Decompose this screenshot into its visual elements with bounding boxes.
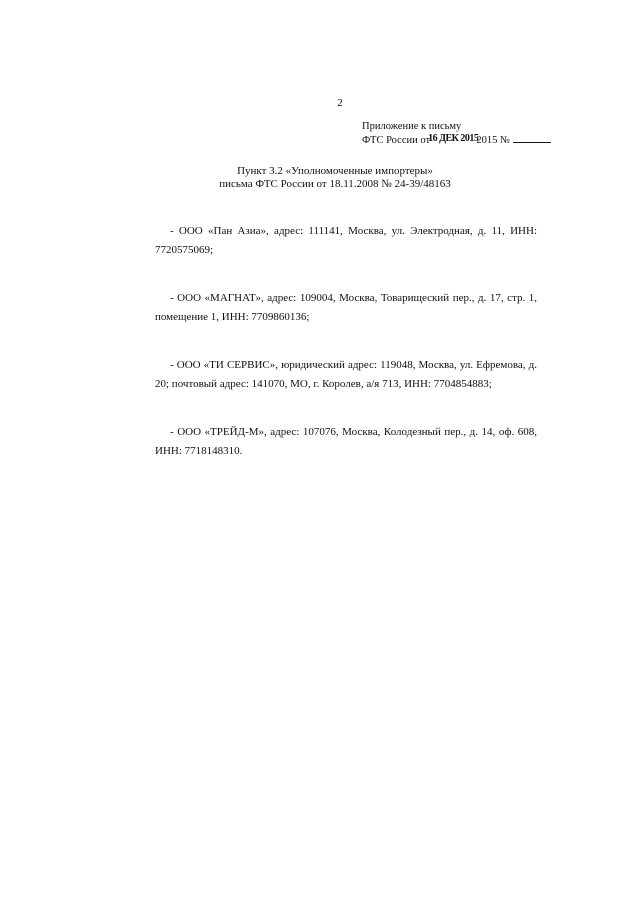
heading-line-1: Пункт 3.2 «Уполномоченные импортеры» [237, 165, 433, 177]
heading-line-2: письма ФТС России от 18.11.2008 № 24-39/48163 [219, 178, 451, 190]
importer-entry-2: - ООО «МАГНАТ», адрес: 109004, Москва, Товарищеский пер., д. 17, стр. 1, помещение 1, ИНН: 7709860136; [155, 292, 537, 323]
annex-title: Приложение к письму [362, 121, 462, 132]
annex-reference [362, 133, 562, 147]
annex-prefix: ФТС России от [362, 135, 431, 146]
section-heading [170, 165, 500, 191]
importer-entry-1: - ООО «Пан Азиа», адрес: 111141, Москва, ул. Электродная, д. 11, ИНН: 7720575069; [155, 225, 537, 256]
annex-suffix: 2015 № [476, 135, 511, 146]
date-stamp: 16 ДЕК 2015 [428, 133, 479, 144]
number-blank [513, 133, 551, 143]
page-number: 2 [337, 97, 343, 109]
importer-entry-4: - ООО «ТРЕЙД-М», адрес: 107076, Москва, Колодезный пер., д. 14, оф. 608, ИНН: 7718148310. [155, 426, 537, 457]
importers-list [155, 222, 537, 490]
annex-note [362, 120, 562, 147]
importer-entry-3: - ООО «ТИ СЕРВИС», юридический адрес: 119048, Москва, ул. Ефремова, д. 20; почтовый адрес: 141070, МО, г. Королев, а/я 713, ИНН: 7704854883; [155, 359, 537, 390]
